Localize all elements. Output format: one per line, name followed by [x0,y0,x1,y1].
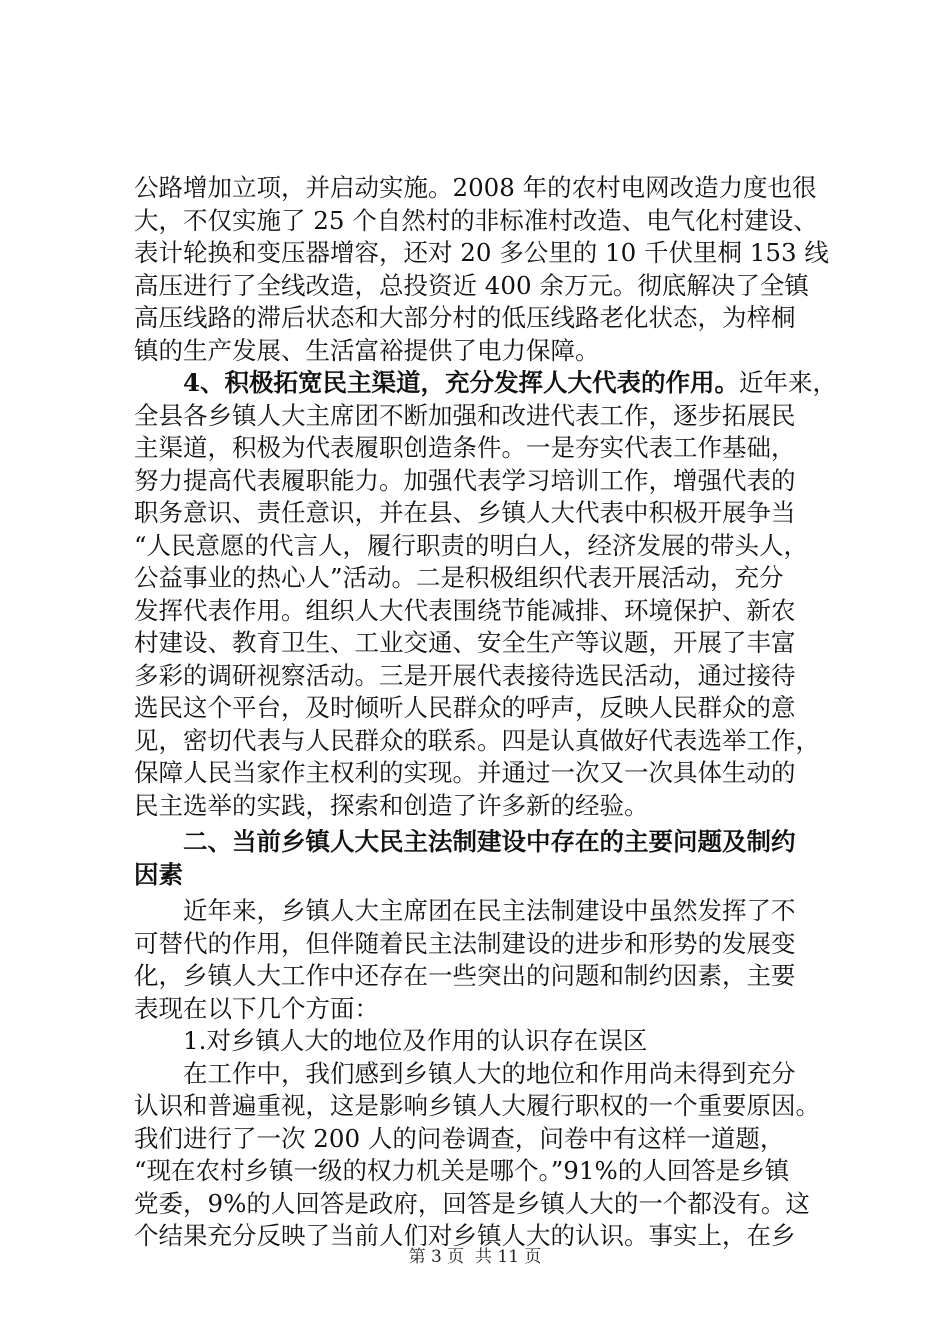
text-line: 高压线路的滞后状态和大部分村的低压线路老化状态，为梓桐 [134,303,796,332]
text-line: 表计轮换和变压器增容，还对 20 多公里的 10 千伏里桐 153 线 [134,238,829,267]
text-line: 见，密切代表与人民群众的联系。四是认真做好代表选举工作， [134,725,820,755]
text-line: 保障人民当家作主权利的实现。并通过一次又一次具体生动的 [134,758,796,787]
text-line: 多彩的调研视察活动。三是开展代表接待选民活动，通过接待 [134,660,796,690]
text-line: 主渠道，积极为代表履职创造条件。一是夯实代表工作基础， [134,433,796,462]
text-line: 党委，9%的人回答是政府，回答是乡镇人大的一个都没有。这 [134,1188,810,1218]
text-line: 村建设、教育卫生、工业交通、安全生产等议题，开展了丰富 [134,628,796,657]
text-line: 大，不仅实施了 25 个自然村的非标准村改造、电气化村建设、 [134,205,818,235]
text-line: 民主选举的实践，探索和创造了许多新的经验。 [134,790,649,820]
text-line: 公益事业的热心人”活动。二是积极组织代表开展活动，充分 [134,563,784,592]
paragraph-first-line [134,367,838,400]
text-line: 发挥代表作用。组织人大代表围绕节能减排、环境保护、新农 [134,595,796,625]
text-fragment: 近年来， [739,368,838,397]
text-line: 个结果充分反映了当前人们对乡镇人大的认识。事实上，在乡 [134,1221,796,1250]
text-line: 镇的生产发展、生活富裕提供了电力保障。 [134,335,600,365]
page-number: 第 3 页 共 11 页 [408,1247,542,1267]
paragraph-first-line: 在工作中，我们感到乡镇人大的地位和作用尚未得到充分 [183,1058,796,1088]
text-line: 高压进行了全线改造，总投资近 400 余万元。彻底解决了全镇 [134,270,809,300]
body-text [134,172,838,1253]
text-line: “现在农村乡镇一级的权力机关是哪个。”91%的人回答是乡镇 [134,1156,790,1185]
text-line: 我们进行了一次 200 人的问卷调查，问卷中有这样一道题， [134,1123,785,1153]
text-line: 努力提高代表履职能力。加强代表学习培训工作，增强代表的 [134,465,796,495]
text-line: “人民意愿的代言人，履行职责的明白人，经济发展的带头人， [134,530,809,560]
text-line: 认识和普遍重视，这是影响乡镇人大履行职权的一个重要原因。 [134,1091,820,1120]
text-line: 选民这个平台，及时倾听人民群众的呼声，反映人民群众的意 [134,693,796,722]
point-heading: 4、积极拓宽民主渠道，充分发挥人大代表的作用。 [183,368,740,397]
text-line: 化，乡镇人大工作中还存在一些突出的问题和制约因素，主要 [134,961,796,990]
text-line: 可替代的作用，但伴随着民主法制建设的进步和形势的发展变 [134,928,796,958]
text-line: 职务意识、责任意识，并在县、乡镇人大代表中积极开展争当 [134,498,796,527]
text-line: 公路增加立项，并启动实施。2008 年的农村电网改造力度也很 [134,173,817,202]
text-line: 表现在以下几个方面： [134,993,379,1023]
paragraph-first-line: 近年来，乡镇人大主席团在民主法制建设中虽然发挥了不 [183,896,796,925]
text-line: 全县各乡镇人大主席团不断加强和改进代表工作，逐步拓展民 [134,400,796,430]
section-heading: 二、当前乡镇人大民主法制建设中存在的主要问题及制约 [183,827,796,856]
subheading: 1.对乡镇人大的地位及作用的认识存在误区 [183,1026,648,1055]
section-heading-cont: 因素 [134,859,183,889]
page-footer [0,1242,950,1267]
